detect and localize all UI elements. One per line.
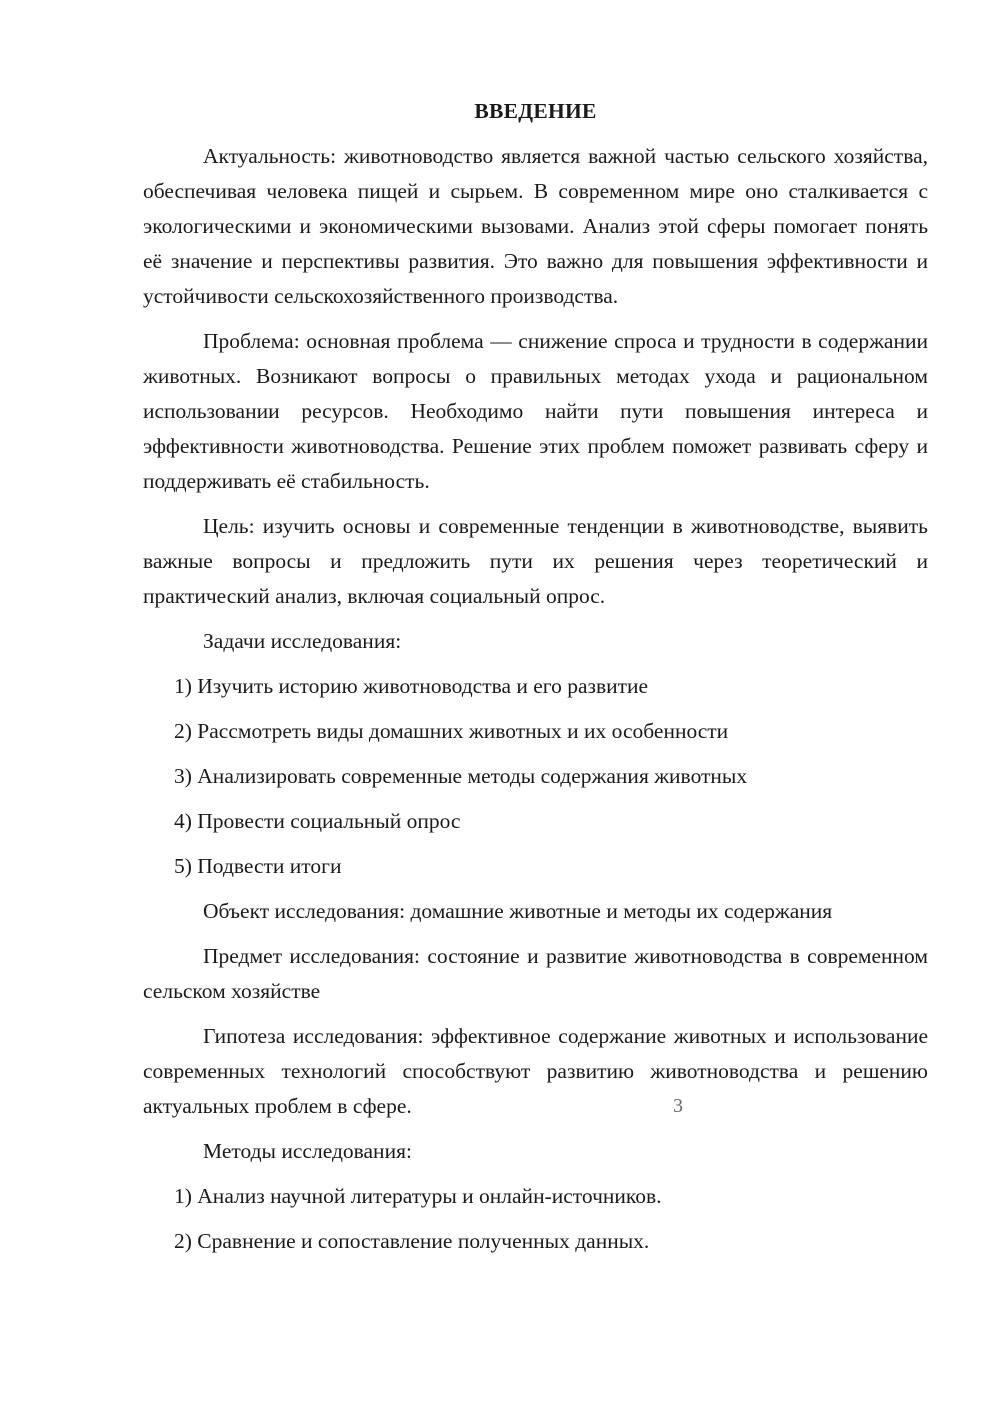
- task-item-3: 3) Анализировать современные методы содержания животных: [174, 764, 748, 788]
- subject-paragraph: Предмет исследования: состояние и развитие животноводства в современном сельском хозяйстве: [143, 944, 928, 1003]
- task-item-1: 1) Изучить историю животноводства и его развитие: [174, 674, 649, 698]
- tasks-heading: Задачи исследования:: [203, 629, 402, 653]
- problem-paragraph: Проблема: основная проблема — снижение спроса и трудности в содержании животных. Возникают вопросы о правильных методах ухода и рациональном использовании ресурсов. Необходимо найти пути повышения интереса и эффективности животноводства. Решение этих проблем поможет развивать сферу и поддерживать её стабильность.: [143, 329, 928, 493]
- page-content: [143, 94, 928, 1269]
- task-item-5: 5) Подвести итоги: [174, 854, 342, 878]
- method-item-1: 1) Анализ научной литературы и онлайн-источников.: [174, 1184, 662, 1208]
- object-paragraph: Объект исследования: домашние животные и методы их содержания: [203, 899, 833, 923]
- page-title: ВВЕДЕНИЕ: [474, 99, 597, 123]
- method-item-2: 2) Сравнение и сопоставление полученных данных.: [174, 1229, 650, 1253]
- page-number: 3: [673, 1095, 683, 1117]
- task-item-2: 2) Рассмотреть виды домашних животных и их особенности: [174, 719, 729, 743]
- relevance-paragraph: Актуальность: животноводство является важной частью сельского хозяйства, обеспечивая человека пищей и сырьем. В современном мире оно сталкивается с экологическими и экономическими вызовами. Анализ этой сферы помогает понять её значение и перспективы развития. Это важно для повышения эффективности и устойчивости сельскохозяйственного производства.: [143, 144, 928, 308]
- hypothesis-paragraph: Гипотеза исследования: эффективное содержание животных и использование современных технологий способствуют развитию животноводства и решению актуальных проблем в сфере.: [143, 1024, 928, 1118]
- methods-heading: Методы исследования:: [203, 1139, 412, 1163]
- task-item-4: 4) Провести социальный опрос: [174, 809, 461, 833]
- goal-paragraph: Цель: изучить основы и современные тенденции в животноводстве, выявить важные вопросы и предложить пути их решения через теоретический и практический анализ, включая социальный опрос.: [143, 514, 928, 608]
